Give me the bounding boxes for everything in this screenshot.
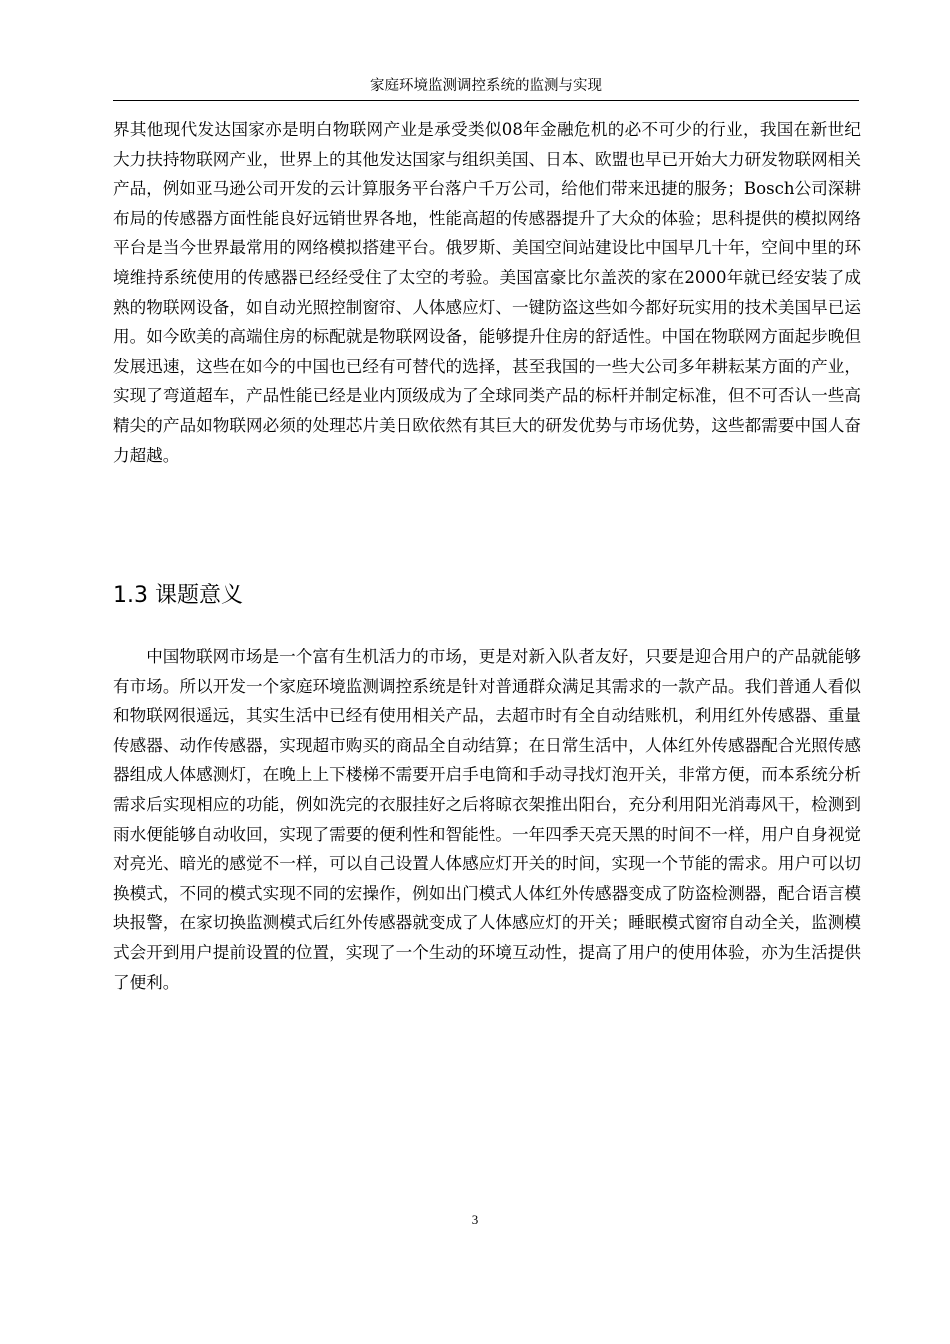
header-rule xyxy=(113,100,859,101)
section-heading: 1.3 课题意义 xyxy=(113,583,243,608)
page-number: 3 xyxy=(471,1212,479,1227)
running-header: 家庭环境监测调控系统的监测与实现 xyxy=(370,78,602,94)
body-paragraph-continued: 界其他现代发达国家亦是明白物联网产业是承受类似08年金融危机的必不可少的行业，我国在新世纪大力扶持物联网产业，世界上的其他发达国家与组织美国、日本、欧盟也早已开始大力研发物联网相关产品，例如亚马逊公司开发的云计算服务平台落户千万公司，给他们带来迅捷的服务；Bosch公司深耕布局的传感器方面性能良好远销世界各地，性能高超的传感器提升了大众的体验；思科提供的模拟网络平台是当今世界最常用的网络模拟搭建平台。俄罗斯、美国空间站建设比中国早几十年，空间中里的环境维持系统使用的传感器已经经受住了太空的考验。美国富豪比尔盖茨的家在2000年就已经安装了成熟的物联网设备，如自动光照控制窗帘、人体感应灯、一键防盗这些如今都好玩实用的技术美国早已运用。如今欧美的高端住房的标配就是物联网设备，能够提升住房的舒适性。中国在物联网方面起步晚但发展迅速，这些在如今的中国也已经有可替代的选择，甚至我国的一些大公司多年耕耘某方面的产业，实现了弯道超车，产品性能已经是业内顶级成为了全球同类产品的标杆并制定标准，但不可否认一些高精尖的产品如物联网必须的处理芯片美日欧依然有其巨大的研发优势与市场优势，这些都需要中国人奋力超越。 xyxy=(113,120,861,465)
body-paragraph-significance: 中国物联网市场是一个富有生机活力的市场，更是对新入队者友好，只要是迎合用户的产品就能够有市场。所以开发一个家庭环境监测调控系统是针对普通群众满足其需求的一款产品。我们普通人看似和物联网很遥远，其实生活中已经有使用相关产品，去超市时有全自动结账机，利用红外传感器、重量传感器、动作传感器，实现超市购买的商品全自动结算；在日常生活中，人体红外传感器配合光照传感器组成人体感测灯，在晚上上下楼梯不需要开启手电筒和手动寻找灯泡开关，非常方便，而本系统分析需求后实现相应的功能，例如洗完的衣服挂好之后将晾衣架推出阳台，充分利用阳光消毒风干，检测到雨水便能够自动收回，实现了需要的便利性和智能性。一年四季天亮天黑的时间不一样，用户自身视觉对亮光、暗光的感觉不一样，可以自己设置人体感应灯开关的时间，实现一个节能的需求。用户可以切换模式，不同的模式实现不同的宏操作，例如出门模式人体红外传感器变成了防盗检测器，配合语言模块报警，在家切换监测模式后红外传感器就变成了人体感应灯的开关；睡眠模式窗帘自动全关，监测模式会开到用户提前设置的位置，实现了一个生动的环境互动性，提高了用户的使用体验，亦为生活提供了便利。 xyxy=(113,647,861,992)
